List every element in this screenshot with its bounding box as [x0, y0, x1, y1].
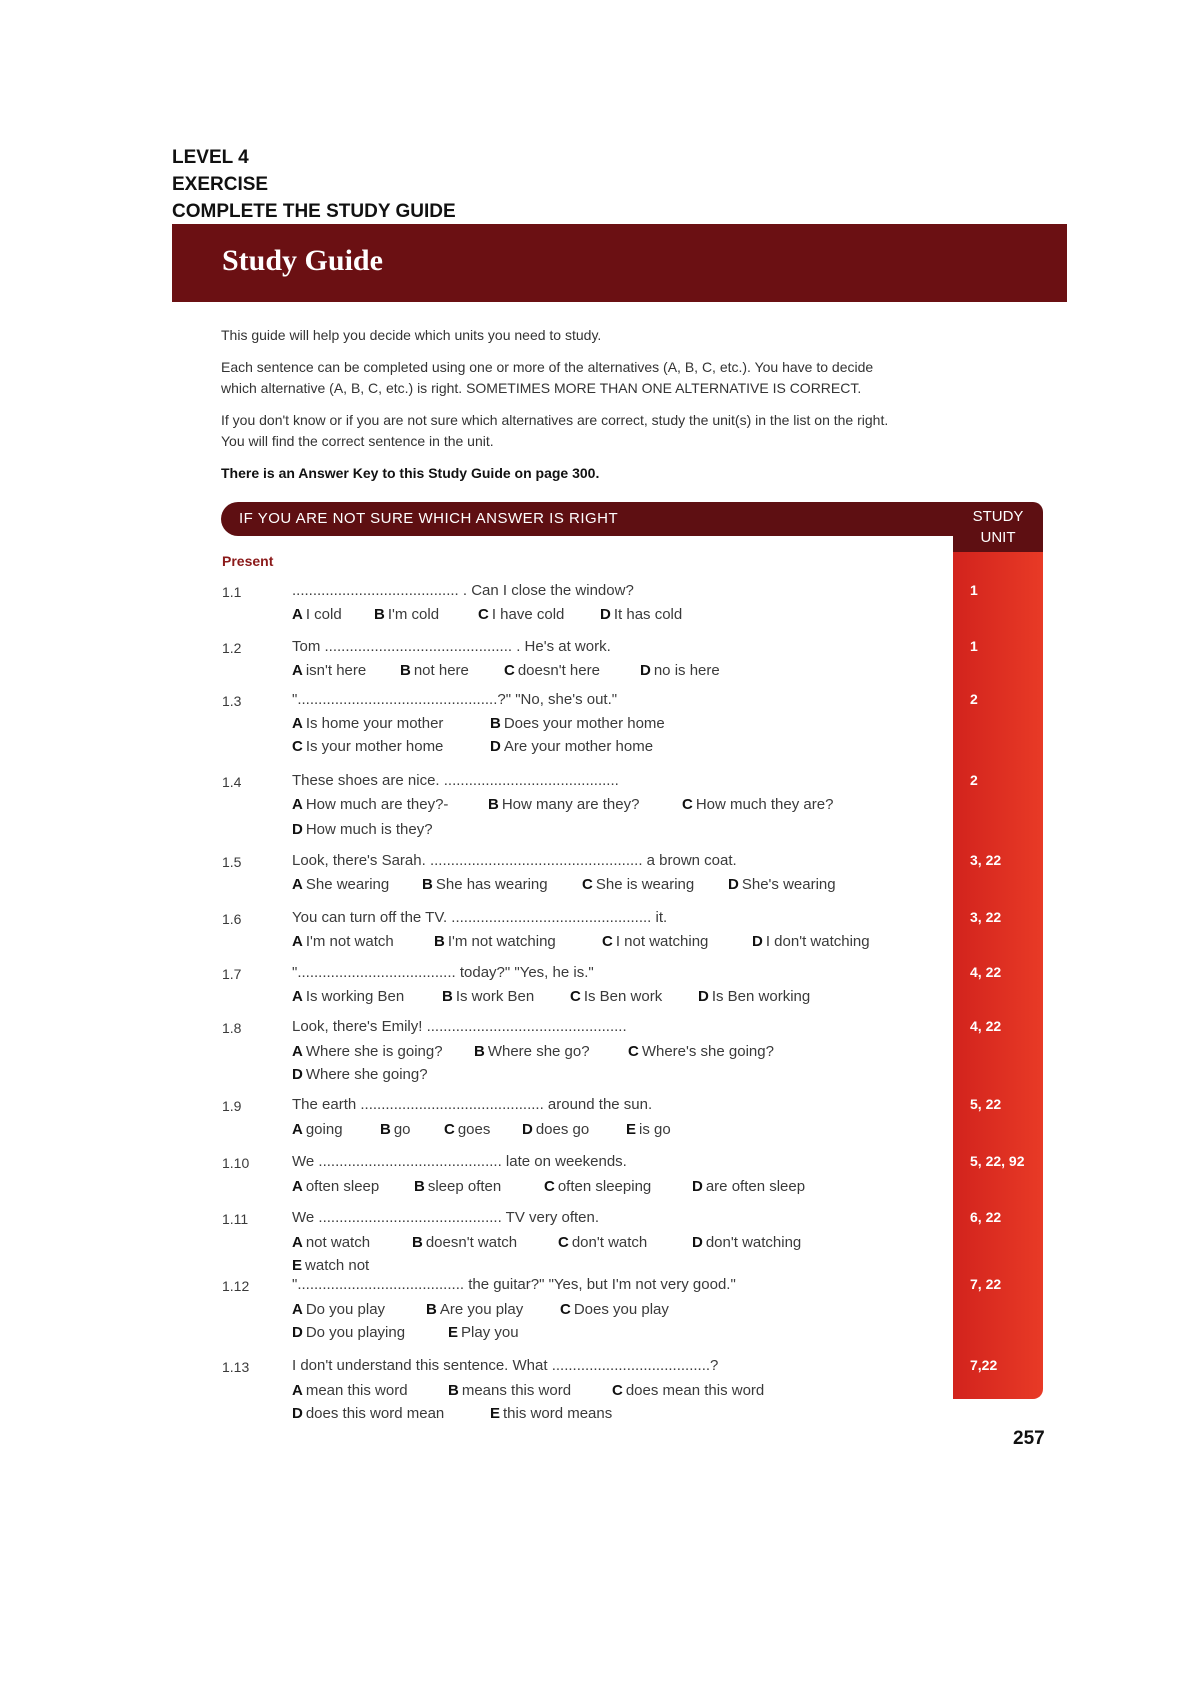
page-number: 257 [1013, 1428, 1045, 1449]
option-b [414, 1178, 501, 1195]
study-unit-ref: 4, 22 [970, 1018, 1002, 1034]
option-letter: C [628, 1043, 639, 1060]
option-c [628, 1043, 774, 1060]
option-letter: C [444, 1121, 455, 1138]
study-unit-line-2: UNIT [980, 529, 1016, 546]
option-e [448, 1324, 519, 1341]
option-text: Is home your mother [305, 715, 444, 732]
option-letter: A [292, 1234, 303, 1251]
question-stem: These shoes are nice. .......................................... [292, 772, 619, 789]
study-unit-ref: 3, 22 [970, 852, 1002, 868]
question-number: 1.11 [222, 1211, 249, 1227]
option-b [422, 876, 548, 893]
option-letter: E [292, 1257, 303, 1274]
study-unit-ref: 1 [970, 582, 978, 598]
option-a [292, 1382, 408, 1399]
option-letter: B [414, 1178, 425, 1195]
option-text: I'm not watch [305, 933, 394, 950]
option-text: Do you playing [305, 1324, 406, 1341]
study-unit-ref: 5, 22, 92 [970, 1153, 1025, 1169]
option-text: not here [413, 662, 469, 679]
option-c [558, 1234, 647, 1251]
question-stem: We ............................................ TV very often. [292, 1209, 600, 1226]
intro-paragraph-3-line-2: You will find the correct sentence in the unit. [221, 433, 494, 449]
study-unit-ref: 2 [970, 772, 978, 788]
option-letter: E [490, 1405, 501, 1422]
question-number: 1.9 [222, 1098, 242, 1114]
option-text: does go [535, 1121, 590, 1138]
question-number: 1.8 [222, 1020, 242, 1036]
option-a [292, 796, 448, 813]
option-letter: C [602, 933, 613, 950]
option-c [444, 1121, 490, 1138]
option-b [442, 988, 534, 1005]
intro-text [221, 325, 1021, 495]
intro-paragraph-3-line-1: If you don't know or if you are not sure which alternatives are correct, study the unit(s) in the list on the right. [221, 412, 889, 428]
option-text: don't watch [571, 1234, 648, 1251]
option-letter: C [558, 1234, 569, 1251]
option-c [544, 1178, 651, 1195]
question-number: 1.5 [222, 854, 242, 870]
option-c [560, 1301, 669, 1318]
option-text: watch not [305, 1257, 370, 1274]
option-d [292, 1066, 428, 1083]
option-a [292, 988, 404, 1005]
option-d [692, 1234, 801, 1251]
study-guide-banner [172, 224, 1067, 302]
option-text: She has wearing [435, 876, 548, 893]
banner-title: Study Guide [222, 244, 383, 277]
table-header-bar [221, 502, 953, 536]
option-text: Is Ben work [583, 988, 663, 1005]
study-unit-ref: 5, 22 [970, 1096, 1002, 1112]
intro-paragraph-3 [221, 410, 1021, 452]
option-letter: D [728, 876, 739, 893]
option-d [640, 662, 720, 679]
option-text: are often sleep [705, 1178, 806, 1195]
option-letter: C [478, 606, 489, 623]
study-unit-ref: 3, 22 [970, 909, 1002, 925]
option-c [292, 738, 443, 755]
option-b [448, 1382, 571, 1399]
option-text: go [393, 1121, 411, 1138]
option-c [582, 876, 694, 893]
option-d [728, 876, 836, 893]
option-text: Is Ben working [711, 988, 811, 1005]
option-e [626, 1121, 671, 1138]
question-stem: "........................................ the guitar?" "Yes, but I'm not very good." [292, 1276, 736, 1293]
option-letter: B [422, 876, 433, 893]
option-letter: B [434, 933, 445, 950]
option-text: Where's she going? [641, 1043, 774, 1060]
option-letter: A [292, 876, 303, 893]
question-stem: We ............................................ late on weekends. [292, 1153, 627, 1170]
option-text: Is work Ben [455, 988, 535, 1005]
option-text: often sleep [305, 1178, 380, 1195]
question-number: 1.1 [222, 584, 242, 600]
question-number: 1.13 [222, 1359, 250, 1375]
option-letter: D [640, 662, 651, 679]
option-letter: D [522, 1121, 533, 1138]
study-unit-ref: 4, 22 [970, 964, 1002, 980]
question-stem: "...................................... today?" "Yes, he is." [292, 964, 594, 981]
option-letter: C [292, 738, 303, 755]
option-letter: B [400, 662, 411, 679]
question-number: 1.7 [222, 966, 242, 982]
option-a [292, 876, 389, 893]
option-text: How many are they? [501, 796, 640, 813]
option-letter: D [752, 933, 763, 950]
exercise-header [172, 144, 456, 225]
option-letter: C [570, 988, 581, 1005]
option-letter: C [612, 1382, 623, 1399]
option-e [292, 1257, 369, 1274]
option-b [426, 1301, 523, 1318]
option-letter: A [292, 662, 303, 679]
level-label: LEVEL 4 [172, 147, 249, 168]
option-a [292, 1234, 370, 1251]
option-text: no is here [653, 662, 720, 679]
option-letter: C [504, 662, 515, 679]
option-text: How much is they? [305, 821, 433, 838]
option-d [292, 1324, 405, 1341]
option-e [490, 1405, 612, 1422]
question-number: 1.6 [222, 911, 242, 927]
answer-key-note: There is an Answer Key to this Study Guide on page 300. [221, 465, 600, 481]
option-text: Is working Ben [305, 988, 405, 1005]
option-letter: D [292, 1405, 303, 1422]
study-unit-ref: 7,22 [970, 1357, 998, 1373]
option-letter: E [626, 1121, 637, 1138]
option-letter: E [448, 1324, 459, 1341]
option-text: How much are they?- [305, 796, 449, 813]
study-unit-line-1: STUDY [972, 508, 1024, 525]
option-text: Are your mother home [503, 738, 654, 755]
option-d [522, 1121, 589, 1138]
option-d [692, 1178, 805, 1195]
intro-paragraph-1: This guide will help you decide which units you need to study. [221, 327, 602, 343]
intro-paragraph-2-line-2: which alternative (A, B, C, etc.) is right. SOMETIMES MORE THAN ONE ALTERNATIVE IS CORRECT. [221, 380, 862, 396]
option-letter: A [292, 988, 303, 1005]
option-a [292, 1178, 379, 1195]
question-number: 1.12 [222, 1278, 250, 1294]
option-text: Do you play [305, 1301, 386, 1318]
option-letter: C [682, 796, 693, 813]
exercise-label: EXERCISE [172, 174, 269, 195]
option-text: She's wearing [741, 876, 836, 893]
option-letter: B [488, 796, 499, 813]
option-text: does this word mean [305, 1405, 445, 1422]
option-letter: C [582, 876, 593, 893]
option-letter: A [292, 1382, 303, 1399]
option-a [292, 1301, 385, 1318]
option-c [602, 933, 708, 950]
option-letter: D [600, 606, 611, 623]
option-letter: A [292, 796, 303, 813]
option-a [292, 1043, 443, 1060]
intro-paragraph-2 [221, 357, 1021, 399]
option-letter: D [692, 1178, 703, 1195]
option-text: I don't watching [765, 933, 870, 950]
section-title: Present [222, 553, 274, 569]
option-letter: B [412, 1234, 423, 1251]
option-text: She wearing [305, 876, 390, 893]
study-unit-header [953, 502, 1043, 554]
option-b [374, 606, 439, 623]
option-b [400, 662, 469, 679]
question-stem: Look, there's Sarah. ................................................... a brown coat. [292, 852, 737, 869]
option-letter: C [544, 1178, 555, 1195]
option-d [752, 933, 870, 950]
option-text: mean this word [305, 1382, 408, 1399]
option-text: means this word [461, 1382, 572, 1399]
option-d [698, 988, 810, 1005]
question-number: 1.4 [222, 774, 242, 790]
option-letter: D [292, 1324, 303, 1341]
option-text: doesn't here [517, 662, 600, 679]
option-b [474, 1043, 590, 1060]
option-text: often sleeping [557, 1178, 652, 1195]
option-c [612, 1382, 764, 1399]
option-b [490, 715, 665, 732]
intro-paragraph-2-line-1: Each sentence can be completed using one or more of the alternatives (A, B, C, etc.). You have to decide [221, 359, 874, 375]
option-text: is go [639, 1121, 671, 1138]
option-text: don't watching [705, 1234, 802, 1251]
option-text: It has cold [613, 606, 683, 623]
option-text: I cold [305, 606, 342, 623]
option-text: I not watching [615, 933, 709, 950]
question-stem: The earth ............................................ around the sun. [292, 1096, 653, 1113]
option-letter: A [292, 1178, 303, 1195]
option-d [600, 606, 682, 623]
question-stem: I don't understand this sentence. What ......................................? [292, 1357, 719, 1374]
study-unit-ref: 7, 22 [970, 1276, 1002, 1292]
option-text: Are you play [439, 1301, 524, 1318]
option-text: goes [457, 1121, 491, 1138]
option-c [682, 796, 833, 813]
option-d [292, 1405, 444, 1422]
option-b [488, 796, 639, 813]
option-text: not watch [305, 1234, 371, 1251]
option-text: Is your mother home [305, 738, 444, 755]
option-letter: A [292, 1301, 303, 1318]
table-header-text: IF YOU ARE NOT SURE WHICH ANSWER IS RIGHT [239, 510, 619, 527]
option-text: this word means [503, 1405, 613, 1422]
option-text: I'm not watching [447, 933, 556, 950]
option-letter: D [292, 821, 303, 838]
study-unit-ref: 6, 22 [970, 1209, 1002, 1225]
option-letter: B [442, 988, 453, 1005]
question-number: 1.10 [222, 1155, 250, 1171]
option-d [292, 821, 433, 838]
option-text: Where she is going? [305, 1043, 443, 1060]
question-stem: ........................................ . Can I close the window? [292, 582, 634, 599]
option-letter: B [490, 715, 501, 732]
option-letter: D [692, 1234, 703, 1251]
option-a [292, 606, 342, 623]
option-b [380, 1121, 411, 1138]
option-text: I have cold [491, 606, 565, 623]
option-text: She is wearing [595, 876, 695, 893]
option-c [570, 988, 662, 1005]
option-a [292, 1121, 343, 1138]
option-text: does mean this word [625, 1382, 765, 1399]
question-stem: Tom ............................................. . He's at work. [292, 638, 611, 655]
option-a [292, 933, 394, 950]
option-text: doesn't watch [425, 1234, 518, 1251]
option-d [490, 738, 653, 755]
option-text: Play you [461, 1324, 519, 1341]
option-text: How much they are? [695, 796, 834, 813]
option-text: going [305, 1121, 343, 1138]
option-text: Does you play [573, 1301, 669, 1318]
question-number: 1.2 [222, 640, 242, 656]
option-letter: A [292, 715, 303, 732]
option-letter: B [448, 1382, 459, 1399]
option-letter: D [698, 988, 709, 1005]
option-letter: D [292, 1066, 303, 1083]
option-text: I'm cold [387, 606, 440, 623]
option-letter: A [292, 606, 303, 623]
option-text: Does your mother home [503, 715, 665, 732]
option-letter: B [426, 1301, 437, 1318]
option-letter: C [560, 1301, 571, 1318]
option-c [478, 606, 564, 623]
option-letter: A [292, 1121, 303, 1138]
option-letter: B [380, 1121, 391, 1138]
question-stem: You can turn off the TV. ................................................ it. [292, 909, 668, 926]
option-a [292, 662, 366, 679]
question-stem: Look, there's Emily! ................................................ [292, 1018, 627, 1035]
study-unit-ref: 2 [970, 691, 978, 707]
study-unit-ref: 1 [970, 638, 978, 654]
instruction-label: COMPLETE THE STUDY GUIDE [172, 201, 456, 222]
option-letter: A [292, 933, 303, 950]
option-b [434, 933, 556, 950]
option-letter: B [374, 606, 385, 623]
option-letter: D [490, 738, 501, 755]
question-number: 1.3 [222, 693, 242, 709]
option-text: Where she going? [305, 1066, 428, 1083]
option-a [292, 715, 443, 732]
option-text: isn't here [305, 662, 367, 679]
option-letter: A [292, 1043, 303, 1060]
option-text: sleep often [427, 1178, 502, 1195]
question-stem: "................................................?" "No, she's out." [292, 691, 618, 708]
option-letter: B [474, 1043, 485, 1060]
option-b [412, 1234, 517, 1251]
option-text: Where she go? [487, 1043, 590, 1060]
option-c [504, 662, 600, 679]
